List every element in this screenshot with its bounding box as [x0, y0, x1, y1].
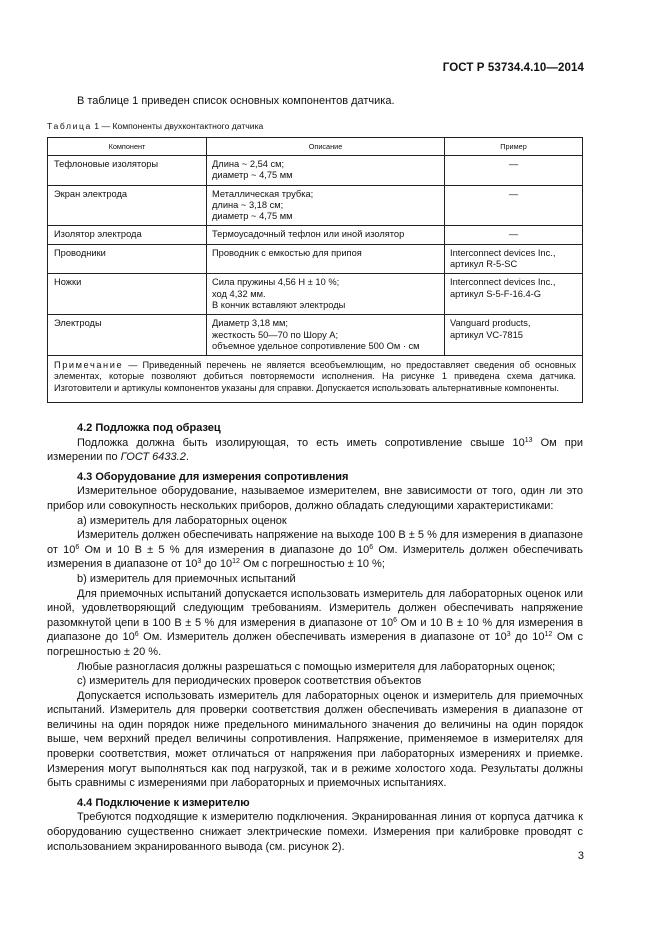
description-cell	[207, 274, 445, 315]
example-cell	[445, 244, 583, 274]
example-cell	[445, 274, 583, 315]
exponent: 3	[197, 558, 202, 566]
section-heading: 4.4 Подключение к измерителю	[77, 796, 250, 809]
table-caption	[47, 121, 263, 131]
column-header: Описание	[207, 138, 445, 156]
section-heading: 4.2 Подложка под образец	[77, 422, 221, 434]
example-line: —	[508, 159, 519, 169]
table-note	[48, 356, 583, 403]
example-cell	[445, 226, 583, 244]
table-row	[48, 226, 583, 244]
description-line: объемное удельное сопротивление 500 Ом · см	[212, 340, 420, 351]
example-line: артикул R-5-SC	[450, 259, 518, 270]
text-run: Ом при измерении по	[47, 436, 583, 464]
description-line: диаметр ~ 4,75 мм	[212, 211, 293, 222]
table-row	[48, 156, 583, 186]
text-run: до 10	[510, 631, 545, 644]
text-run: Ом с погрешностью ± 20 %.	[47, 631, 584, 658]
table-row	[48, 244, 583, 274]
text-run: Подложка должна быть изолирующая, то есть иметь сопротивление свыше 10	[77, 436, 525, 449]
paragraph	[47, 587, 583, 660]
exponent: 13	[524, 436, 533, 444]
component-cell: Изолятор электрода	[48, 226, 207, 244]
example-line: артикул S-5-F-16.4-G	[450, 288, 541, 299]
exponent: 6	[75, 543, 80, 551]
components-table	[47, 137, 583, 403]
table-header-row	[48, 138, 583, 156]
description-cell	[207, 226, 445, 244]
text-run: Для приемочных испытаний допускается использовать измеритель для лабораторных оценок или иной, удовлетворяющий следующим требованиям. Измеритель должен обеспечивать напряжение разомкнутой цепи в 100 В ± 5 % для измерения в диапазоне от 10	[47, 587, 583, 629]
table-row	[48, 315, 583, 356]
paragraph: Допускается использовать измеритель для лабораторных оценок и измеритель для приемочных испытаний. Измеритель для проверки соответствия должен обеспечивать измерения в диапазоне от величины на один порядок ниже предельного минимального значения до величины на один порядок выше, чем верхний предел величины сопротивления. Напряжение, применяемое в измерителях для проверки соответствия, может отличаться от напряжения при лабораторных измерениях и приемке. Измерения могут выполняться как под нагрузкой, так и в режиме холостого хода. Результаты должны быть сравнимы с измерениями при лабораторных и приемочных испытаниях.	[47, 689, 583, 790]
main-text	[47, 421, 583, 854]
example-cell	[445, 156, 583, 186]
text-run: Ом и 10 В ± 10 % для измерения в диапазоне до 10	[47, 616, 583, 644]
description-line: Металлическая трубка;	[212, 188, 314, 199]
list-item: а) измеритель для лабораторных оценок	[77, 514, 287, 527]
table-row	[48, 185, 583, 226]
paragraph	[47, 528, 583, 572]
description-cell	[207, 244, 445, 274]
paragraph	[47, 436, 583, 465]
component-cell: Экран электрода	[48, 185, 207, 226]
example-cell	[445, 185, 583, 226]
note-label: Примечание	[54, 360, 124, 371]
column-header: Пример	[445, 138, 583, 156]
paragraph: Любые разногласия должны разрешаться с помощью измерителя для лабораторных оценок;	[77, 660, 556, 673]
component-cell: Электроды	[48, 315, 207, 356]
list-item: b) измеритель для приемочных испытаний	[77, 572, 296, 585]
example-cell	[445, 315, 583, 356]
paragraph: Измерительное оборудование, называемое измерителем, вне зависимости от того, один ли это прибор или совокупность нескольких приборов, должно обладать следующими характеристиками:	[47, 485, 583, 512]
description-line: диаметр ~ 4,75 мм	[212, 170, 293, 181]
description-line: Сила пружины 4,56 Н ± 10 %;	[212, 277, 340, 288]
intro-sentence: В таблице 1 приведен список основных компонентов датчика.	[77, 95, 395, 107]
standard-reference: ГОСТ 6433.2	[120, 451, 186, 464]
example-line: —	[508, 188, 519, 199]
exponent: 3	[506, 631, 511, 639]
text-run: Ом. Измеритель должен обеспечивать измерения в диапазоне от 10	[138, 631, 507, 644]
table-caption-label: Таблица	[47, 121, 92, 131]
exponent: 6	[393, 616, 397, 624]
page-number: 3	[577, 850, 584, 862]
description-cell	[207, 185, 445, 226]
table-row	[48, 274, 583, 315]
description-line: ход 4,32 мм.	[212, 288, 266, 299]
table-note-row	[48, 356, 583, 403]
description-line: В кончик вставляют электроды	[212, 299, 346, 310]
standard-header: ГОСТ Р 53734.4.10—2014	[442, 62, 584, 74]
component-cell: Проводники	[48, 244, 207, 274]
section-heading: 4.3 Оборудование для измерения сопротивления	[77, 470, 349, 483]
description-line: Диаметр 3,18 мм;	[212, 318, 288, 329]
text-run: .	[185, 451, 189, 464]
example-line: —	[508, 229, 519, 240]
text-run: Ом и 10 В ± 5 % для измерения в диапазоне до 10	[79, 543, 370, 556]
description-line: Длина ~ 2,54 см;	[212, 159, 285, 169]
example-line: Interconnect devices Inc.,	[450, 277, 556, 288]
exponent: 6	[369, 543, 374, 551]
description-cell	[207, 156, 445, 186]
column-header: Компонент	[48, 138, 207, 156]
example-line: Vanguard products,	[450, 318, 531, 329]
paragraph: Требуются подходящие к измерителю подключения. Экранированная линия от корпуса датчика к оборудованию существенно снижает электрические помехи. Измерения при калибровке проводят с использованием экранированного вывода (см. рисунок 2).	[47, 811, 583, 853]
example-line: Interconnect devices Inc.,	[450, 247, 556, 258]
text-run: Ом. Измеритель должен обеспечивать измерения в диапазоне от 10	[47, 543, 583, 571]
component-cell: Ножки	[48, 274, 207, 315]
text-run: Измеритель должен обеспечивать напряжение на выходе 100 В ± 5 % для измерения в диапазоне от 10	[47, 529, 583, 556]
description-line: длина ~ 3,18 см;	[212, 199, 284, 210]
note-text: — Приведенный перечень не является всеобъемлющим, но предоставляет сведения об основных элементах, которые позволяют добиться повторяемости исполнения. На рисунке 1 приведена схема датчика. Изготовители и артикулы компонентов указаны для справки. Допускается использовать альтернативные компоненты.	[54, 360, 576, 393]
description-line: Термоусадочный тефлон или иной изолятор	[212, 229, 405, 240]
example-line: артикул VC-7815	[450, 329, 523, 340]
description-cell	[207, 315, 445, 356]
exponent: 12	[544, 631, 553, 639]
exponent: 6	[134, 631, 139, 639]
component-cell: Тефлоновые изоляторы	[48, 156, 207, 186]
list-item: с) измеритель для периодических проверок соответствия объектов	[77, 675, 422, 688]
text-run: Ом с погрешностью ± 10 %;	[239, 558, 385, 571]
exponent: 12	[232, 558, 240, 566]
table-caption-title: 1 — Компоненты двухконтактного датчика	[91, 121, 264, 131]
description-line: Проводник с емкостью для припоя	[212, 247, 362, 258]
text-run: до 10	[201, 558, 233, 571]
description-line: жесткость 50—70 по Шору А;	[212, 329, 339, 340]
